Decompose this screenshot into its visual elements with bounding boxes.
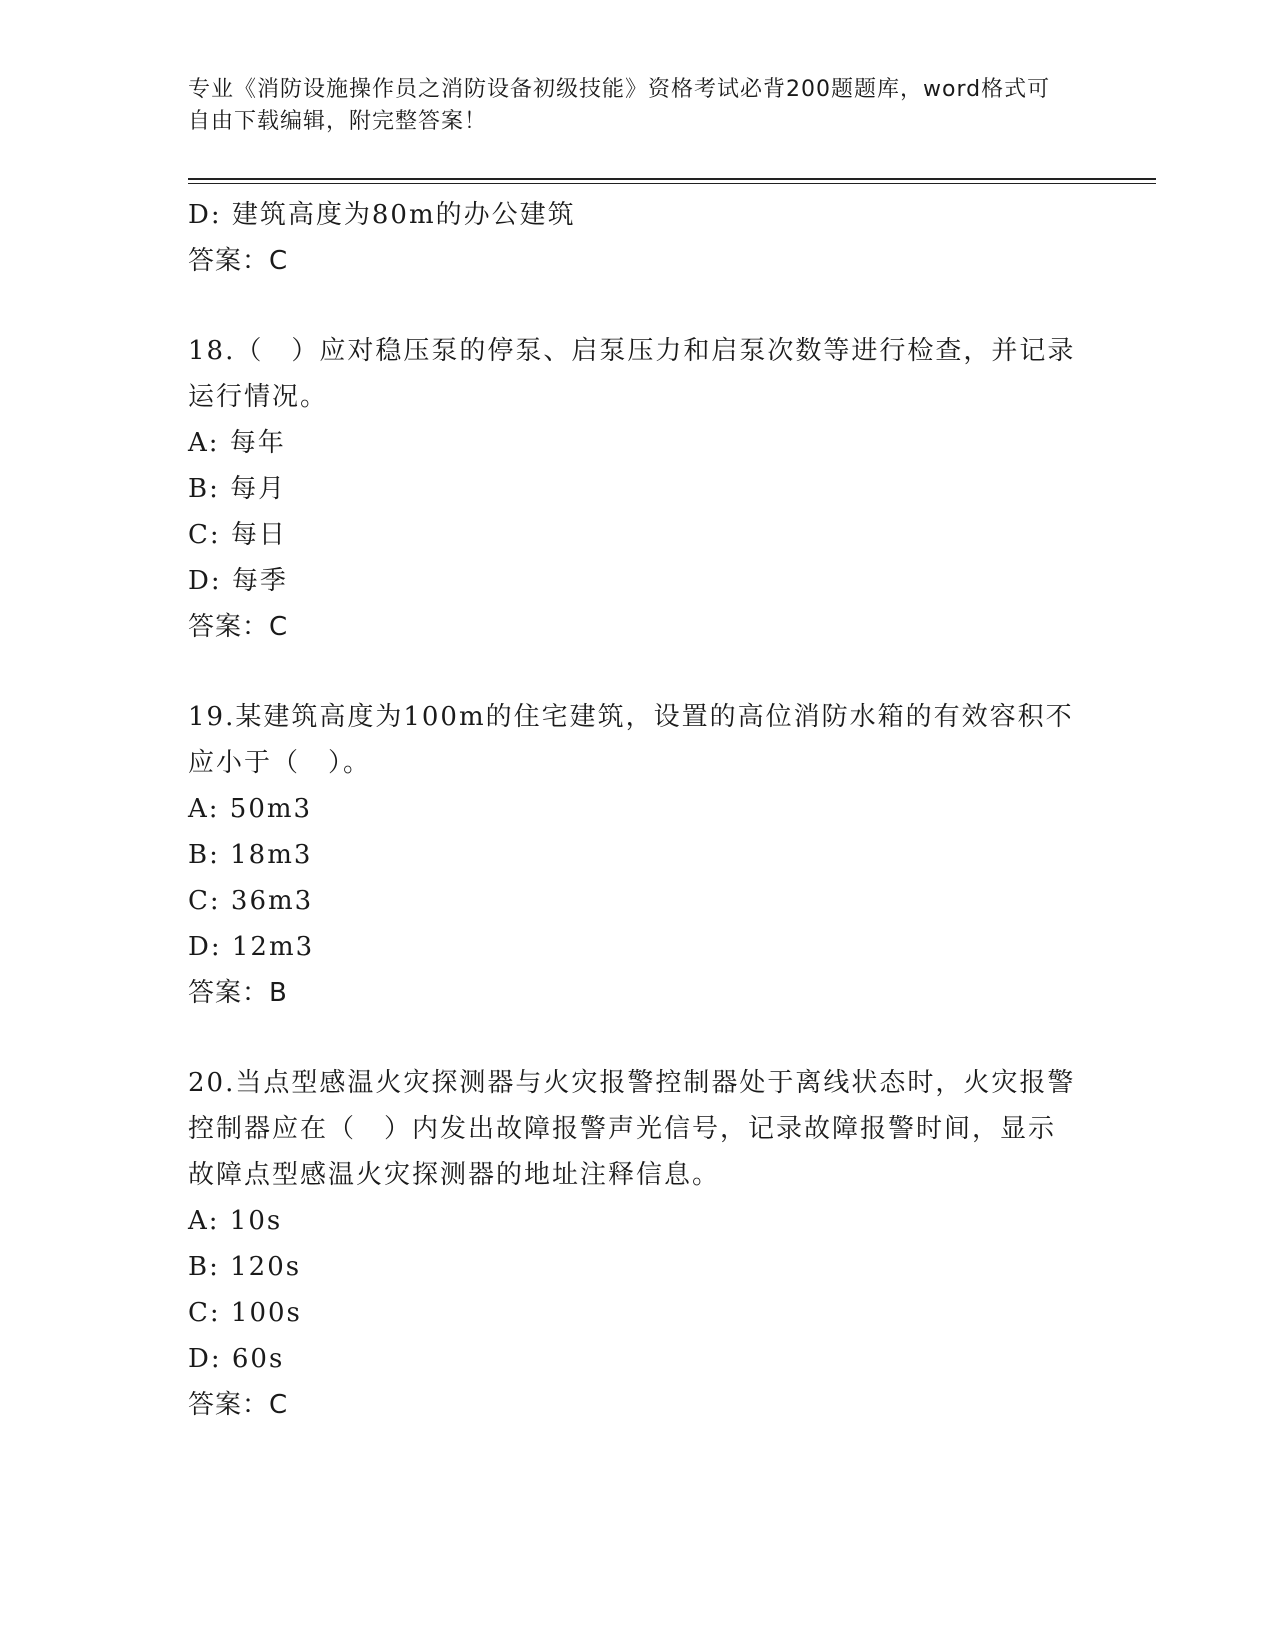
answer: 答案：C [188,1390,289,1420]
option-c: C: 每日 [188,520,287,550]
question-18 [188,328,1088,650]
spacer [188,284,1088,328]
option-c: C: 36m3 [188,886,314,916]
option-d: D: 60s [188,1344,285,1374]
spacer [188,650,1088,694]
document-header: 专业《消防设施操作员之消防设备初级技能》资格考试必背200题题库，word格式可自由下载编辑，附完整答案！ [188,77,1051,134]
header-divider-thin [188,183,1156,184]
question-17-answer: 答案：C [188,246,289,276]
question-17-option-d: D: 建筑高度为80m的办公建筑 [188,200,576,230]
option-a: A: 50m3 [188,794,313,824]
option-c: C: 100s [188,1298,302,1328]
option-a: A: 每年 [188,428,286,458]
header-divider-thick [188,178,1156,180]
question-20 [188,1060,1088,1428]
spacer [188,1016,1088,1060]
option-b: B: 18m3 [188,840,313,870]
answer: 答案：C [188,612,289,642]
document-content [188,192,1088,1428]
option-d: D: 每季 [188,566,288,596]
answer: 答案：B [188,978,288,1008]
option-a: A: 10s [188,1206,283,1236]
question-19 [188,694,1088,1016]
option-b: B: 120s [188,1252,302,1282]
question-stem: 18.（ ）应对稳压泵的停泵、启泵压力和启泵次数等进行检查，并记录运行情况。 [188,336,1076,412]
question-stem: 20.当点型感温火灾探测器与火灾报警控制器处于离线状态时，火灾报警控制器应在（ ）内发出故障报警声光信号，记录故障报警时间，显示故障点型感温火灾探测器的地址注释信息。 [188,1068,1076,1190]
option-d: D: 12m3 [188,932,315,962]
option-b: B: 每月 [188,474,287,504]
question-stem: 19.某建筑高度为100m的住宅建筑，设置的高位消防水箱的有效容积不应小于（ ）。 [188,702,1074,778]
